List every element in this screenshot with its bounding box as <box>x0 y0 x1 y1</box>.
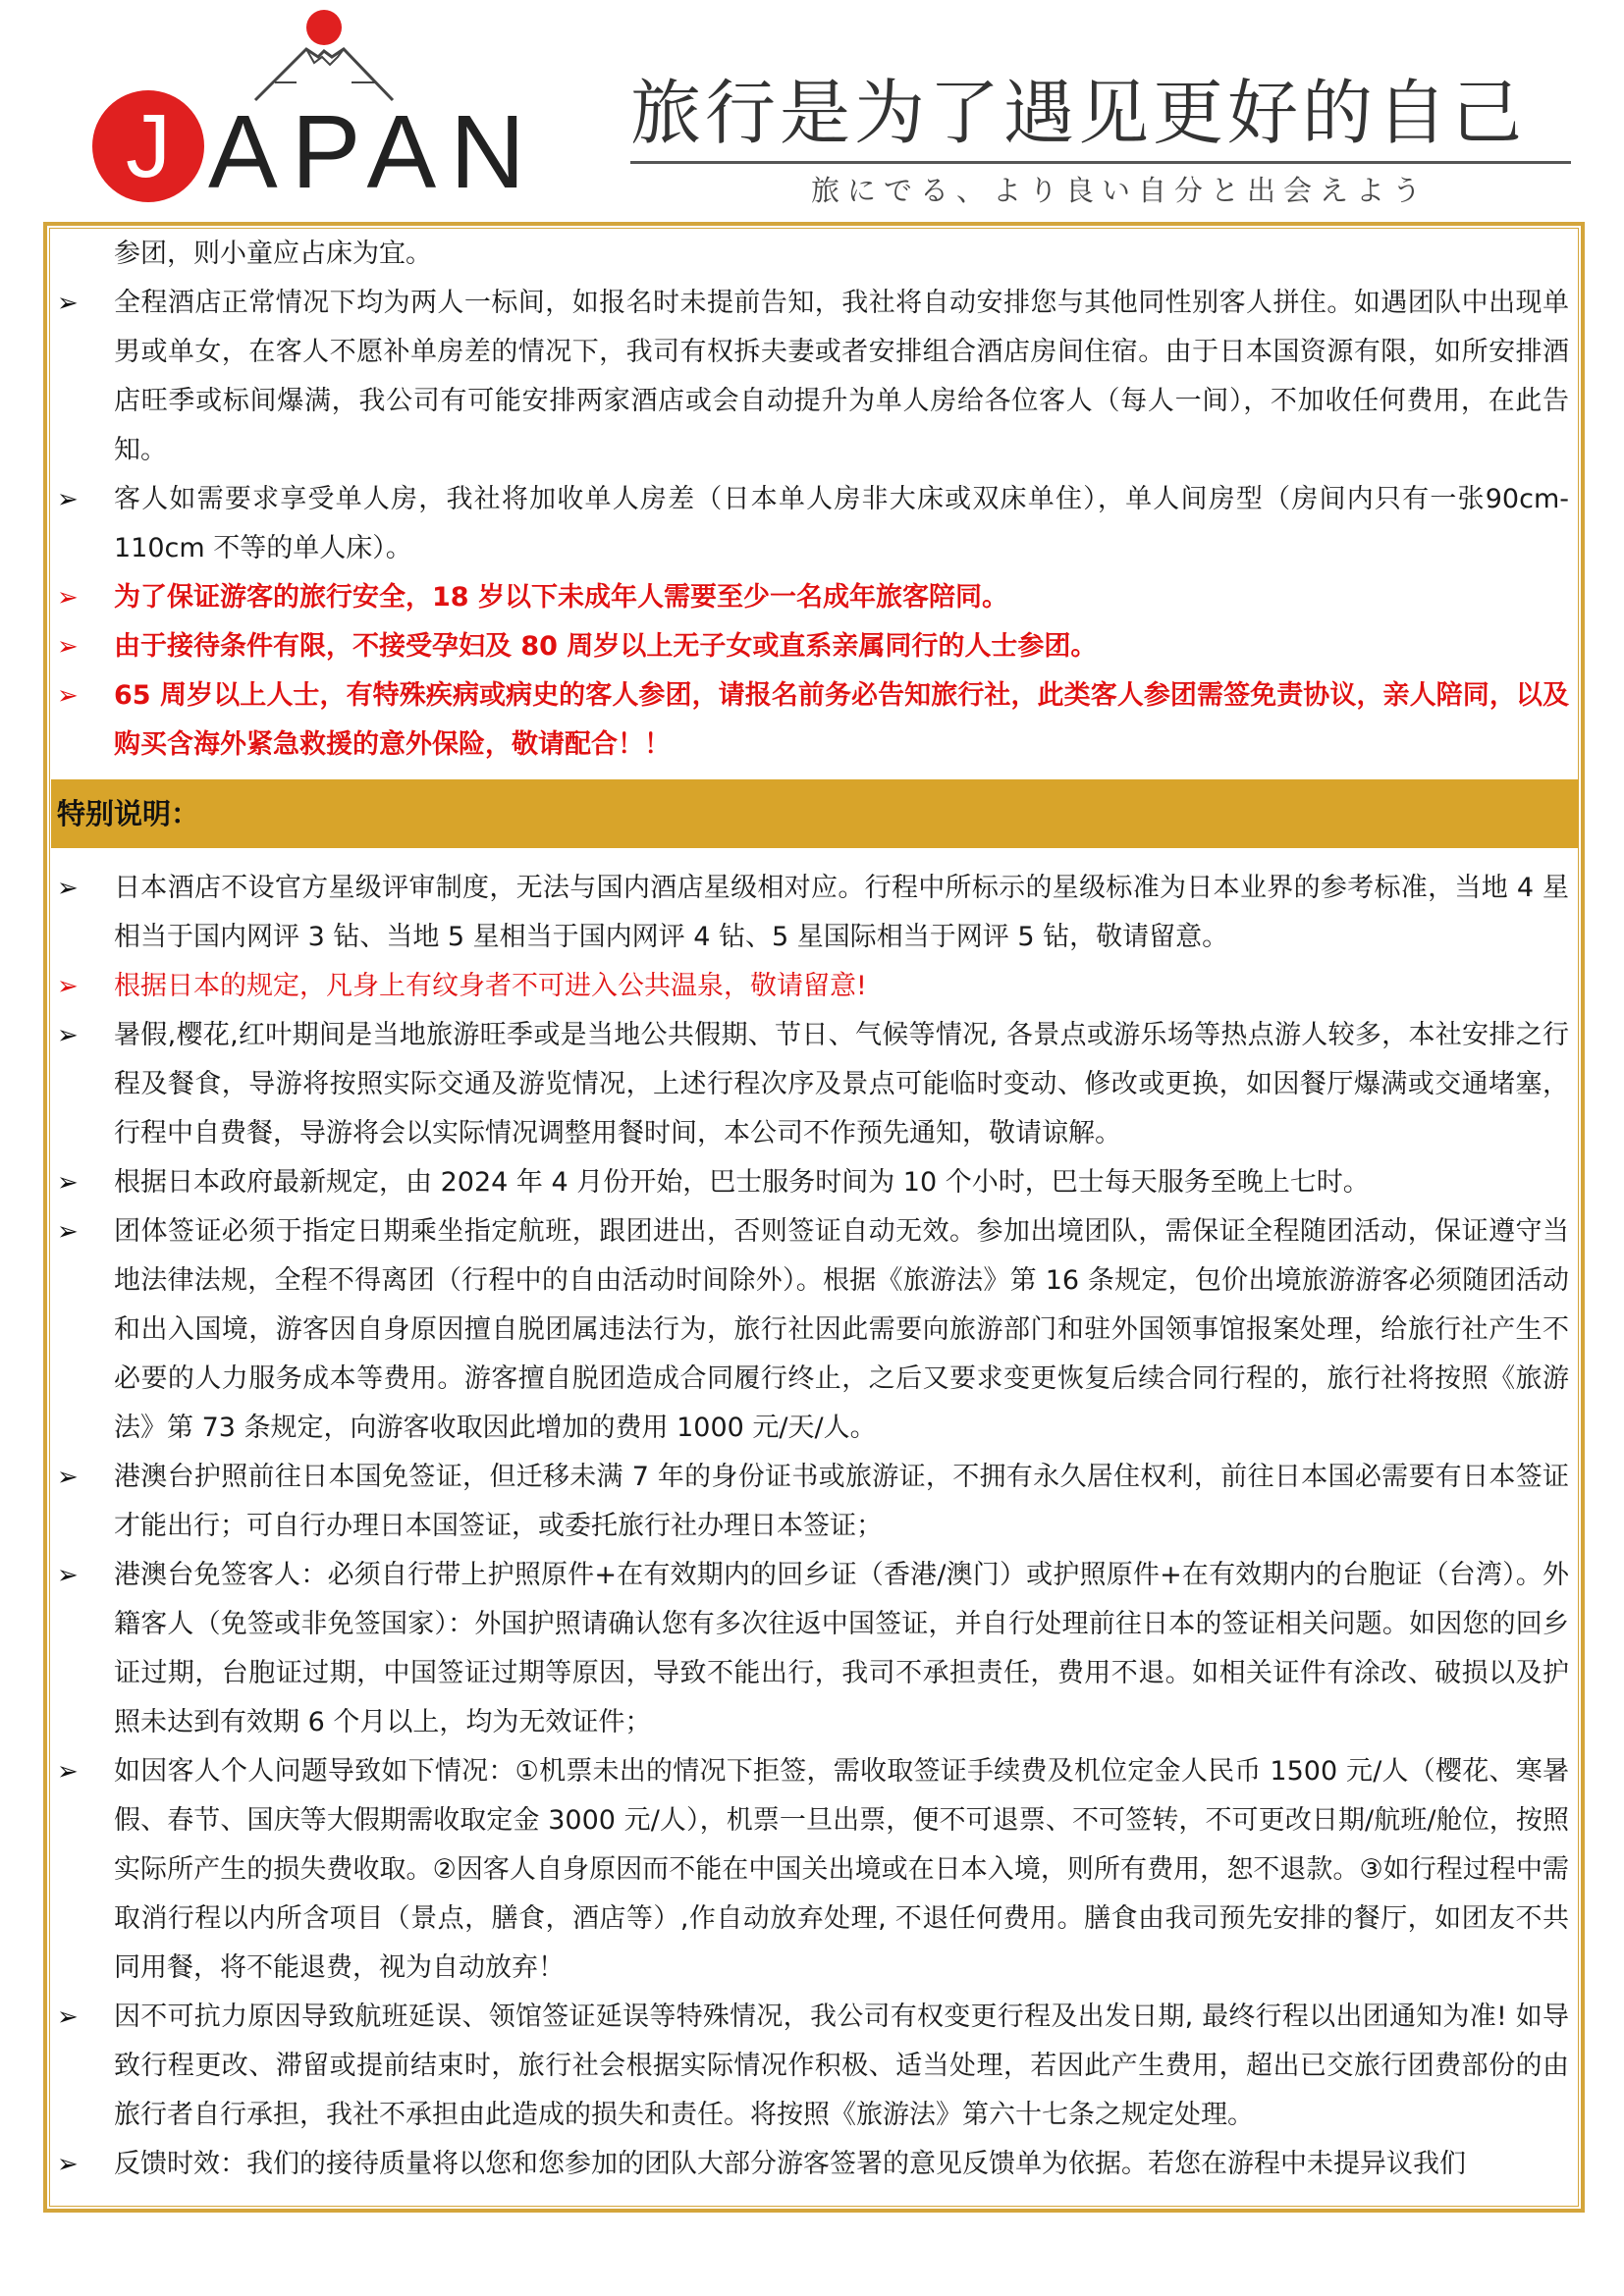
list-item <box>51 1993 1579 2140</box>
list-item <box>51 1011 1579 1158</box>
warning-item-text: 65 周岁以上人士，有特殊疾病或病史的客人参团，请报名前务必告知旅行社，此类客人参团需签免责协议，亲人陪同，以及购买含海外紧急救援的意外保险，敬请配合！！ <box>114 680 1569 760</box>
bullet-arrow-icon: ➢ <box>57 1021 79 1050</box>
bullet-arrow-icon: ➢ <box>57 1168 79 1198</box>
list-item-text: 暑假,樱花,红叶期间是当地旅游旺季或是当地公共假期、节日、气候等情况, 各景点或游乐场等热点游人较多，本社安排之行程及餐食，导游将按照实际交通及游览情况，上述行程次序及景点可能临时变动、修改或更换，如因餐厅爆满或交通堵塞，行程中自费餐，导游将会以实际情况调整用餐时间，本公司不作预先通知，敬请谅解。 <box>114 1020 1569 1148</box>
list-item <box>51 1747 1579 1993</box>
warning-item-text: 根据日本的规定，凡身上有纹身者不可进入公共温泉，敬请留意! <box>114 971 867 1001</box>
list-item <box>51 864 1579 962</box>
bullet-arrow-icon: ➢ <box>57 2002 79 2032</box>
list-item <box>51 1453 1579 1551</box>
slogan-divider <box>630 161 1571 164</box>
notes-section <box>51 230 1579 770</box>
bullet-arrow-icon: ➢ <box>57 874 79 903</box>
bullet-arrow-icon: ➢ <box>57 681 79 711</box>
warning-item-text: 为了保证游客的旅行安全，18 岁以下未成年人需要至少一名成年旅客陪同。 <box>114 582 1008 613</box>
list-item <box>51 2140 1579 2189</box>
section-heading-band <box>51 779 1579 848</box>
list-item <box>51 1207 1579 1453</box>
warning-item-text: 由于接待条件有限，不接受孕妇及 80 周岁以上无子女或直系亲属同行的人士参团。 <box>114 631 1098 662</box>
bullet-arrow-icon: ➢ <box>57 1561 79 1590</box>
list-item-text: 反馈时效：我们的接待质量将以您和您参加的团队大部分游客签署的意见反馈单为依据。若您在游程中未提异议我们 <box>114 2149 1466 2179</box>
list-item-text: 根据日本政府最新规定，由 2024 年 4 月份开始，巴士服务时间为 10 个小时，巴士每天服务至晚上七时。 <box>114 1167 1370 1198</box>
list-item-text: 日本酒店不设官方星级评审制度，无法与国内酒店星级相对应。行程中所标示的星级标准为日本业界的参考标准，当地 4 星相当于国内网评 3 钻、当地 5 星相当于国内网评 4 钻、5 星国际相当于网评 5 钻，敬请留意。 <box>114 873 1569 952</box>
warning-item <box>51 573 1579 622</box>
bullet-arrow-icon: ➢ <box>57 1217 79 1247</box>
list-item-text: 因不可抗力原因导致航班延误、领馆签证延误等特殊情况，我公司有权变更行程及出发日期, 最终行程以出团通知为准! 如导致行程更改、滞留或提前结束时，旅行社会根据实际情况作积极、适当处理，若因此产生费用，超出已交旅行团费部份的由旅行者自行承担，我社不承担由此造成的损失和责任。将按照《旅游法》第六十七条之规定处理。 <box>114 2002 1569 2130</box>
bullet-arrow-icon: ➢ <box>57 632 79 662</box>
bullet-arrow-icon: ➢ <box>57 485 79 514</box>
logo-letter-j: J <box>126 96 171 196</box>
list-item-text: 港澳台免签客人：必须自行带上护照原件+在有效期内的回乡证（香港/澳门）或护照原件+在有效期内的台胞证（台湾）。外籍客人（免签或非免签国家）：外国护照请确认您有多次往返中国签证，并自行处理前往日本的签证相关问题。如因您的回乡证过期，台胞证过期，中国签证过期等原因，导致不能出行，我司不承担责任，费用不退。如相关证件有涂改、破损以及护照未达到有效期 6 个月以上，均为无效证件； <box>114 1560 1569 1737</box>
section-heading: 特别说明： <box>57 797 200 830</box>
list-item-text: 客人如需要求享受单人房，我社将加收单人房差（日本单人房非大床或双床单住），单人间房型（房间内只有一张90cm-110cm 不等的单人床）。 <box>114 484 1569 563</box>
warning-item <box>51 671 1579 770</box>
bullet-arrow-icon: ➢ <box>57 583 79 613</box>
list-item-text: 如因客人个人问题导致如下情况：①机票未出的情况下拒签，需收取签证手续费及机位定金人民币 1500 元/人（樱花、寒暑假、春节、国庆等大假期需收取定金 3000 元/人），机票一旦出票，便不可退票、不可签转，不可更改日期/航班/舱位，按照实际所产生的损失费收取。②因客人自身原因而不能在中国关出境或在日本入境，则所有费用，恕不退款。③如行程过程中需取消行程以内所含项目（景点，膳食，酒店等）,作自动放弃处理, 不退任何费用。膳食由我司预先安排的餐厅，如团友不共同用餐，将不能退费，视为自动放弃！ <box>114 1756 1569 1983</box>
list-item-text: 全程酒店正常情况下均为两人一标间，如报名时未提前告知，我社将自动安排您与其他同性别客人拼住。如遇团队中出现单男或单女，在客人不愿补单房差的情况下，我司有权拆夫妻或者安排组合酒店房间住宿。由于日本国资源有限，如所安排酒店旺季或标间爆满，我公司有可能安排两家酒店或会自动提升为单人房给各位客人（每人一间），不加收任何费用，在此告知。 <box>114 288 1569 465</box>
notes-continuation: 参团，则小童应占床为宜。 <box>114 239 432 269</box>
list-item-text: 港澳台护照前往日本国免签证，但迁移未满 7 年的身份证书或旅游证，不拥有永久居住权利，前往日本国必需要有日本签证才能出行；可自行办理日本国签证，或委托旅行社办理日本签证； <box>114 1462 1569 1541</box>
warning-item <box>51 622 1579 671</box>
bullet-arrow-icon: ➢ <box>57 2150 79 2179</box>
list-item <box>51 475 1579 573</box>
bullet-arrow-icon: ➢ <box>57 972 79 1001</box>
warning-item <box>51 962 1579 1011</box>
list-item <box>51 279 1579 475</box>
special-notes-section <box>51 864 1579 2189</box>
list-item <box>51 1158 1579 1207</box>
bullet-arrow-icon: ➢ <box>57 289 79 318</box>
bullet-arrow-icon: ➢ <box>57 1463 79 1492</box>
slogan-subtitle: 旅にでる、より良い自分と出会えよう <box>811 174 1430 207</box>
list-item <box>51 1551 1579 1747</box>
bullet-arrow-icon: ➢ <box>57 1757 79 1787</box>
slogan-title: 旅行是为了遇见更好的自己 <box>630 72 1527 154</box>
page-header <box>0 0 1624 218</box>
list-item-text: 团体签证必须于指定日期乘坐指定航班，跟团进出，否则签证自动无效。参加出境团队，需保证全程随团活动，保证遵守当地法律法规，全程不得离团（行程中的自由活动时间除外）。根据《旅游法》第 16 条规定，包价出境旅游游客必须随团活动和出入国境，游客因自身原因擅自脱团属违法行为，旅行社因此需要向旅游部门和驻外国领事馆报案处理，给旅行社产生不必要的人力服务成本等费用。游客擅自脱团造成合同履行终止，之后又要求变更恢复后续合同行程的，旅行社将按照《旅游法》第 73 条规定，向游客收取因此增加的费用 1000 元/天/人。 <box>114 1216 1569 1443</box>
logo-wordmark: APAN <box>208 94 539 210</box>
